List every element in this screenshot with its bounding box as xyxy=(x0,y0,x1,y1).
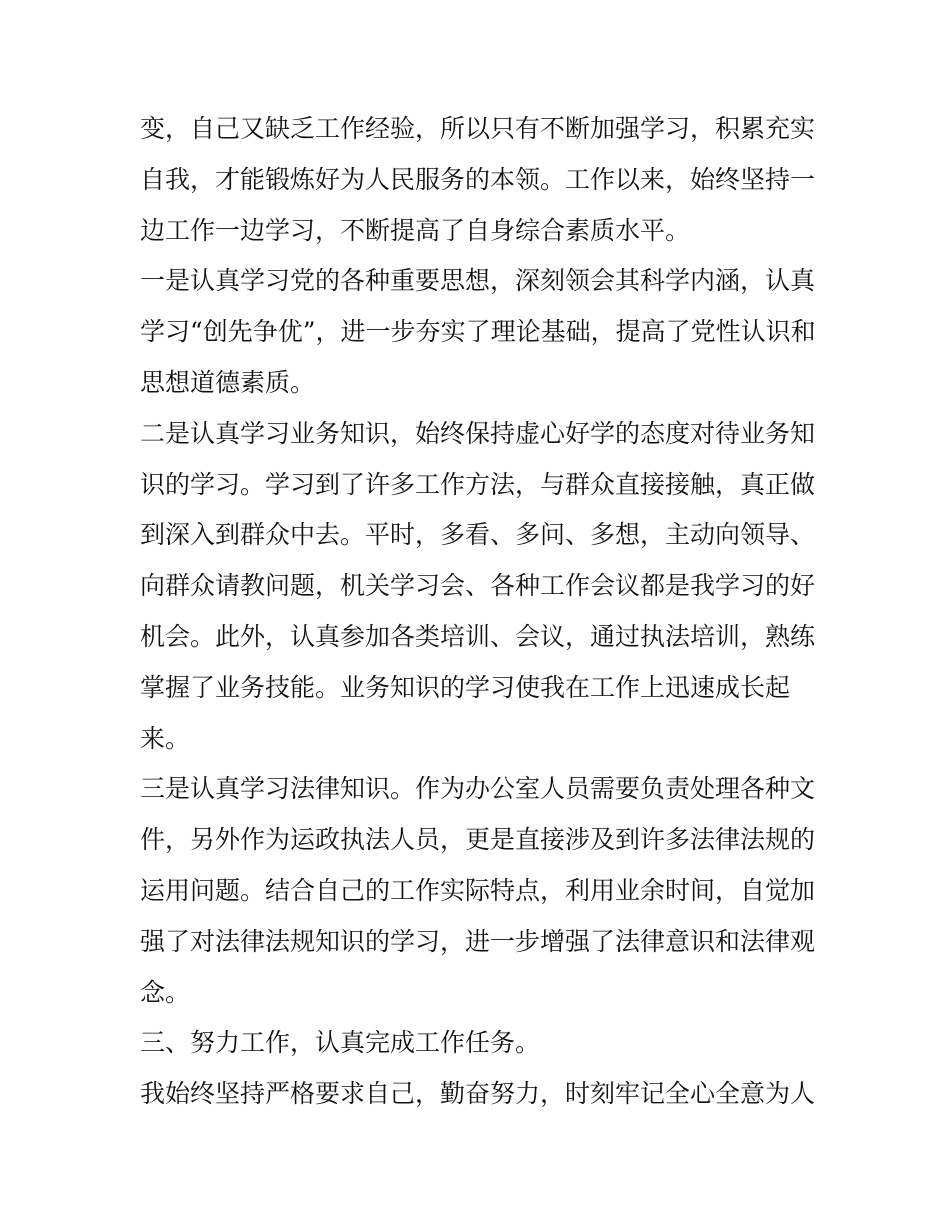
text-line: 边工作一边学习，不断提高了自身综合素质水平。 xyxy=(140,215,691,245)
text-line: 思想道德素质。 xyxy=(140,367,316,397)
text-line: 机会。此外，认真参加各类培训、会议，通过执法培训，熟练 xyxy=(140,621,816,651)
text-line: 运用问题。结合自己的工作实际特点，利用业余时间，自觉加 xyxy=(140,875,816,905)
text-line: 识的学习。学习到了许多工作方法，与群众直接接触，真正做 xyxy=(140,469,816,499)
text-line: 学习“创先争优”，进一步夯实了理论基础，提高了党性认识和 xyxy=(140,317,816,347)
text-line: 掌握了业务技能。业务知识的学习使我在工作上迅速成长起 xyxy=(140,672,791,702)
text-line: 向群众请教问题，机关学习会、各种工作会议都是我学习的好 xyxy=(140,571,816,601)
text-line: 变，自己又缺乏工作经验，所以只有不断加强学习，积累充实 xyxy=(140,114,816,143)
text-line: 我始终坚持严格要求自己，勤奋努力，时刻牢记全心全意为人 xyxy=(140,1079,816,1109)
text-line: 自我，才能锻炼好为人民服务的本领。工作以来，始终坚持一 xyxy=(140,164,816,194)
text-line: 二是认真学习业务知识，始终保持虚心好学的态度对待业务知 xyxy=(140,418,816,448)
text-line: 强了对法律法规知识的学习，进一步增强了法律意识和法律观 xyxy=(140,926,816,956)
text-line: 一是认真学习党的各种重要思想，深刻领会其科学内涵，认真 xyxy=(140,266,816,296)
text-line: 三是认真学习法律知识。作为办公室人员需要负责处理各种文 xyxy=(140,774,816,804)
text-line: 到深入到群众中去。平时，多看、多问、多想，主动向领导、 xyxy=(140,520,816,550)
text-line: 件，另外作为运政执法人员，更是直接涉及到许多法律法规的 xyxy=(140,825,816,855)
text-line: 来。 xyxy=(140,723,191,753)
body-text xyxy=(140,104,820,1120)
section-heading: 三、努力工作，认真完成工作任务。 xyxy=(140,1028,541,1058)
text-line: 念。 xyxy=(140,977,191,1007)
